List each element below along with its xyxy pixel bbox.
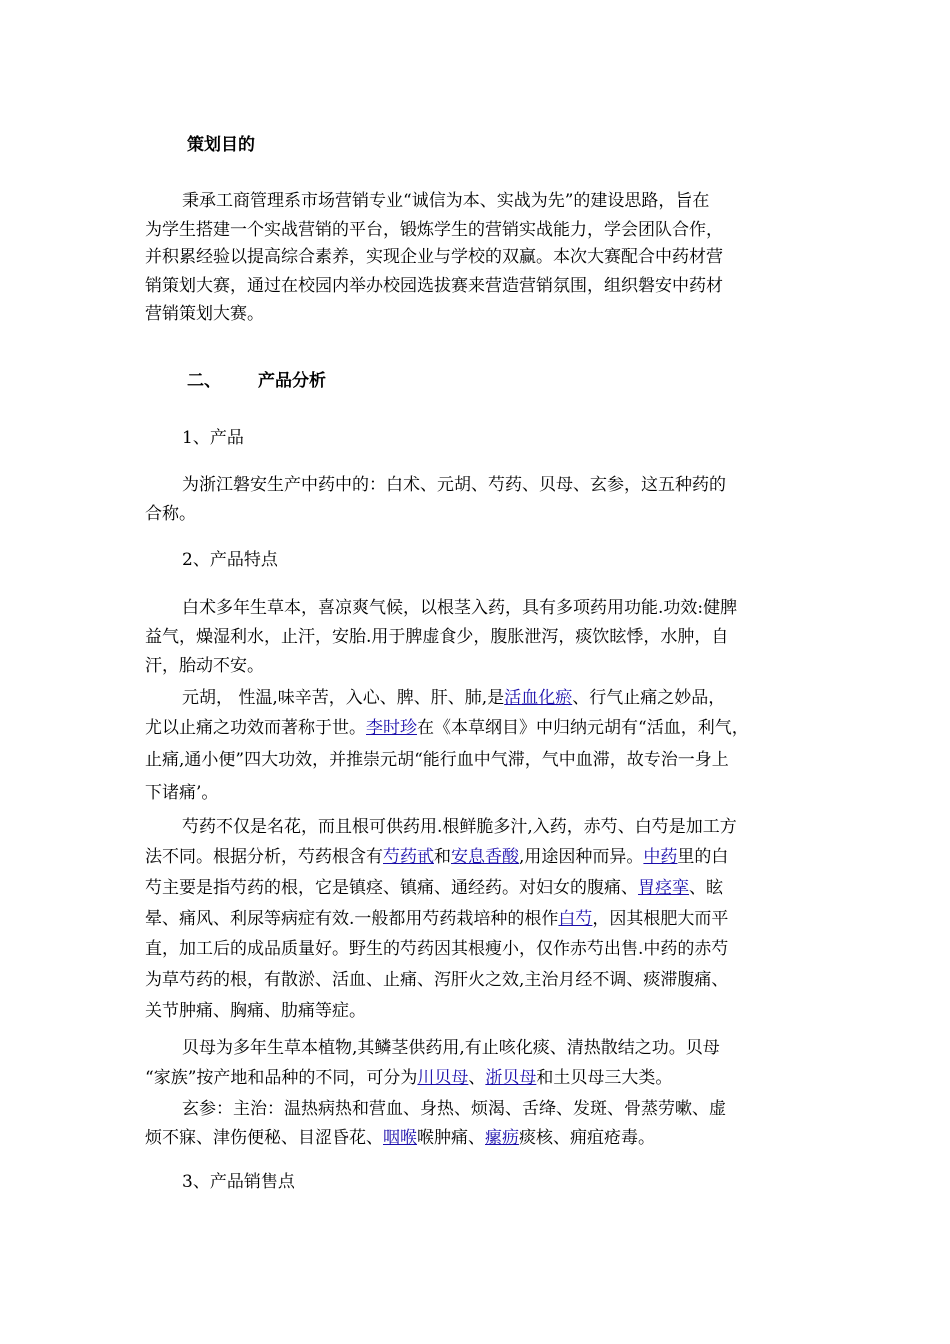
- paragraph-line: [145, 876, 723, 900]
- section-number: 二、: [187, 371, 221, 391]
- paragraph-line: 销策划大赛，通过在校园内举办校园选拔赛来营造营销氛围，组织磐安中药材: [145, 276, 723, 296]
- paragraph-line: 关节肿痛、胸痛、肋痛等症。: [145, 1001, 366, 1021]
- link-zhe-beimu[interactable]: 浙贝母: [485, 1068, 537, 1088]
- paragraph-line: 白术多年生草本，喜凉爽气候，以根茎入药，具有多项药用功能.功效:健脾: [182, 598, 738, 618]
- paragraph-line: 营销策划大赛。: [145, 304, 264, 324]
- paragraph-line: 芍药不仅是名花，而且根可供药用.根鲜脆多汁,入药，赤芍、白芍是加工方: [182, 817, 737, 837]
- paragraph-line: 下诸痛’。: [145, 783, 219, 803]
- paragraph-line: [182, 686, 725, 710]
- link-chinese-medicine[interactable]: 中药: [643, 847, 678, 867]
- text-run: 喉肿痛、: [417, 1128, 485, 1148]
- subsection-heading-product: 1、产品: [182, 428, 244, 448]
- text-run: 元胡， 性温,味辛苦，入心、脾、肝、肺,是: [182, 688, 505, 708]
- paragraph-line: 秉承工商管理系市场营销专业“诚信为本、实战为先”的建设思路，旨在: [182, 191, 710, 211]
- paragraph-line: 汗，胎动不安。: [145, 656, 264, 676]
- subsection-heading-selling-points: 3、产品销售点: [182, 1172, 295, 1192]
- text-run: 芍主要是指芍药的根，它是镇痉、镇痛、通经药。对妇女的腹痛、: [145, 878, 638, 898]
- section-heading-product-analysis: 产品分析: [258, 371, 326, 391]
- paragraph-line: [145, 845, 728, 869]
- paragraph-line: 为浙江磐安生产中药中的：白术、元胡、芍药、贝母、玄参，这五种药的: [182, 475, 726, 495]
- paragraph-line: 止痛,通小便”四大功效，并推崇元胡“能行血中气滞，气中血滞，故专治一身上: [145, 750, 729, 770]
- link-huoxue-huayu[interactable]: 活血化瘀: [504, 688, 573, 708]
- text-run: 痰核、痈疽疮毒。: [519, 1128, 655, 1148]
- link-chuan-beimu[interactable]: 川贝母: [417, 1068, 469, 1088]
- paragraph-line: [145, 1066, 672, 1090]
- subsection-heading-features: 2、产品特点: [182, 550, 278, 570]
- paragraph-line: 直，加工后的成品质量好。野生的芍药因其根瘦小，仅作赤芍出售.中药的赤芍: [145, 939, 729, 959]
- paragraph-line: 为草芍药的根，有散淤、活血、止痛、泻肝火之效,主治月经不调、痰滞腹痛、: [145, 970, 729, 990]
- link-scrofula[interactable]: 瘰疬: [485, 1128, 519, 1148]
- paragraph-line: [145, 1126, 655, 1150]
- text-run: 、行气止痛之妙品，: [572, 688, 726, 708]
- text-run: 尤以止痛之功效而著称于世。: [145, 718, 366, 738]
- paragraph-line: 为学生搭建一个实战营销的平台，锻炼学生的营销实战能力，学会团队合作，: [145, 220, 723, 240]
- link-baishao[interactable]: 白芍: [558, 909, 593, 929]
- text-run: 和土贝母三大类。: [536, 1068, 673, 1088]
- paragraph-line: [145, 716, 749, 740]
- link-benzoic-acid[interactable]: 安息香酸: [451, 847, 519, 867]
- paragraph-line: 贝母为多年生草本植物,其鳞茎供药用,有止咳化痰、清热散结之功。贝母: [182, 1038, 720, 1058]
- paragraph-line: 并积累经验以提高综合素养，实现企业与学校的双赢。本次大赛配合中药材营: [145, 247, 723, 267]
- link-gastric-spasm[interactable]: 胃痉挛: [638, 878, 689, 898]
- section-heading-purpose: 策划目的: [187, 135, 255, 155]
- link-paeoniflorin[interactable]: 芍药甙: [383, 847, 434, 867]
- text-run: ,用途因种而异。: [519, 847, 644, 867]
- link-li-shizhen[interactable]: 李时珍: [366, 718, 417, 738]
- text-run: 和: [434, 847, 451, 867]
- text-run: 里的白: [677, 847, 729, 867]
- text-run: 晕、痛风、利尿等病症有效.一般都用芍药栽培种的根作: [145, 909, 559, 929]
- text-run: 法不同。根据分析，芍药根含有: [145, 847, 383, 867]
- text-run: 、: [468, 1068, 486, 1088]
- text-run: ，因其根肥大而平: [592, 909, 729, 929]
- link-throat[interactable]: 咽喉: [383, 1128, 417, 1148]
- paragraph-line: [145, 907, 728, 931]
- paragraph-line: 合称。: [145, 504, 196, 524]
- paragraph-line: 玄参：主治：温热病热和营血、身热、烦渴、舌绛、发斑、骨蒸劳嗽、虚: [182, 1099, 726, 1119]
- text-run: 在《本草纲目》中归纳元胡有“活血，利气，: [417, 718, 749, 738]
- paragraph-line: 益气，燥湿利水，止汗，安胎.用于脾虚食少，腹胀泄泻，痰饮眩悸，水肿，自: [145, 627, 729, 647]
- text-run: 烦不寐、津伤便秘、目涩昏花、: [145, 1128, 383, 1148]
- text-run: 、眩: [689, 878, 723, 898]
- text-run: “家族”按产地和品种的不同，可分为: [145, 1068, 418, 1088]
